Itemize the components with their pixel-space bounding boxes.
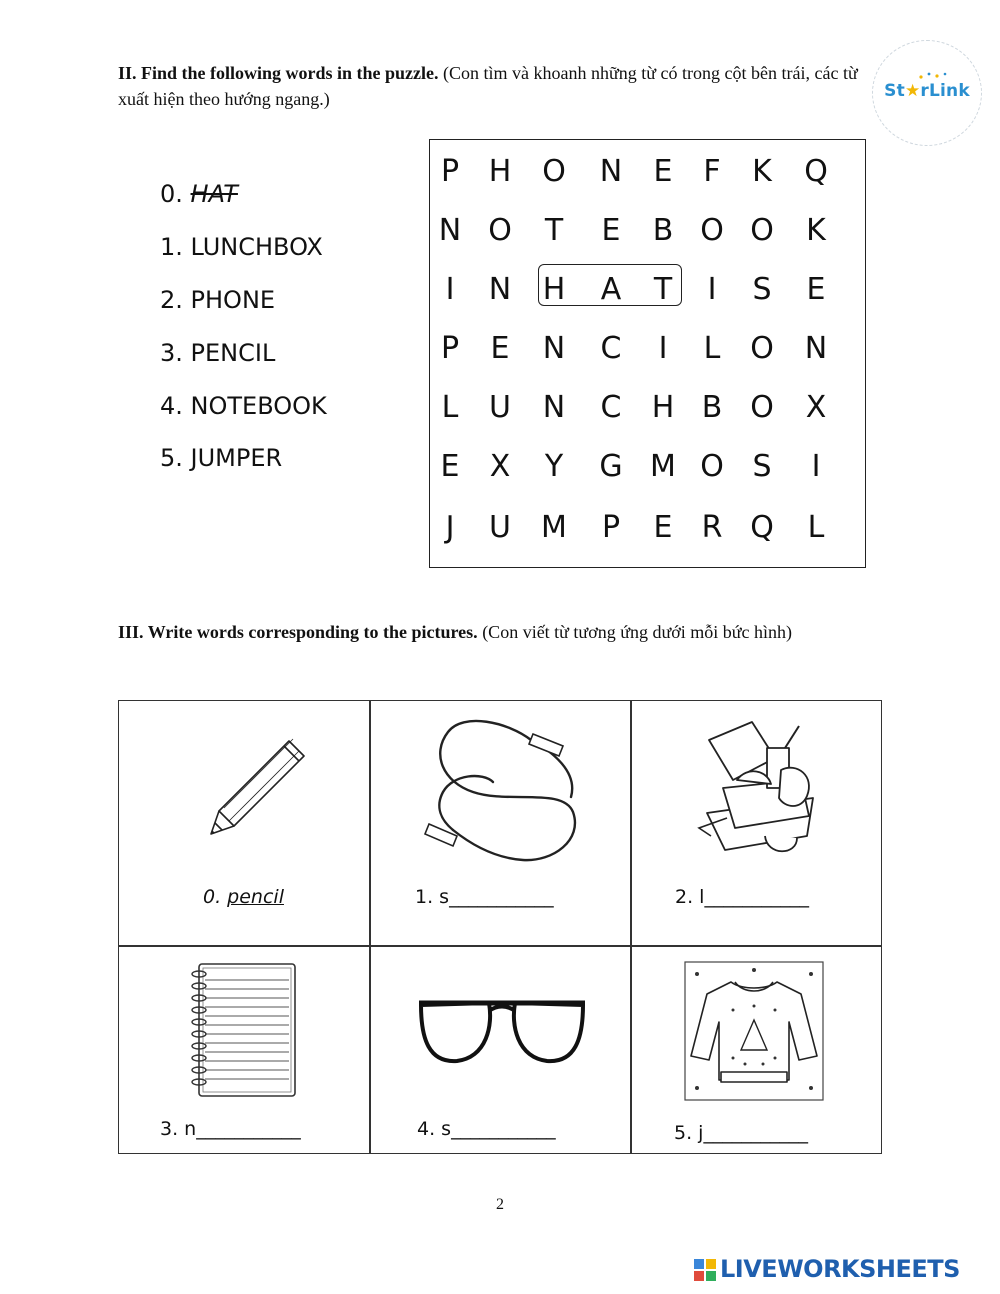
puzzle-letter[interactable]: T	[653, 272, 673, 307]
puzzle-letter[interactable]: M	[541, 510, 567, 545]
puzzle-letter[interactable]: S	[752, 449, 772, 484]
liveworksheets-logo	[690, 1255, 990, 1285]
puzzle-letter[interactable]: H	[651, 390, 675, 425]
answer-blank-2[interactable]: 2. l___________	[675, 886, 809, 908]
puzzle-letter[interactable]: I	[445, 272, 455, 307]
section-3-heading	[118, 615, 888, 649]
puzzle-letter[interactable]: L	[441, 390, 459, 425]
jumper-icon	[683, 960, 825, 1102]
word-list-item-example: 0. HAT	[160, 180, 238, 208]
puzzle-letter[interactable]: A	[600, 272, 622, 307]
puzzle-letter[interactable]: B	[652, 213, 674, 248]
answer-blank-3[interactable]: 3. n___________	[160, 1118, 301, 1140]
notebook-icon	[185, 960, 300, 1102]
puzzle-letter[interactable]: U	[489, 390, 511, 425]
puzzle-letter[interactable]: U	[489, 510, 511, 545]
puzzle-letter[interactable]: E	[806, 272, 826, 307]
puzzle-letter[interactable]: L	[703, 331, 721, 366]
puzzle-letter[interactable]: O	[542, 154, 566, 189]
puzzle-letter[interactable]: K	[752, 154, 772, 189]
puzzle-letter[interactable]: K	[806, 213, 826, 248]
liveworksheets-wordmark: LIVEWORKSHEETS	[720, 1255, 960, 1283]
puzzle-letter[interactable]: H	[542, 272, 566, 307]
puzzle-letter[interactable]: X	[805, 390, 827, 425]
puzzle-letter[interactable]: J	[445, 510, 455, 545]
puzzle-letter[interactable]: O	[700, 213, 724, 248]
section-3-instructions: (Con viết từ tương ứng dưới mỗi bức hình)	[482, 622, 792, 642]
puzzle-letter[interactable]: S	[752, 272, 772, 307]
section-2-instructions: (Con tìm và khoanh những từ có trong cột bên trái, các từ xuất hiện theo hướng ngang.)	[118, 63, 858, 109]
puzzle-letter[interactable]: N	[599, 154, 623, 189]
puzzle-letter[interactable]: E	[653, 510, 673, 545]
puzzle-letter[interactable]: E	[490, 331, 510, 366]
example-answer: pencil	[227, 886, 284, 908]
answer-blank-5[interactable]: 5. j___________	[674, 1122, 808, 1144]
circled-word-hat	[538, 264, 682, 306]
puzzle-letter[interactable]: I	[658, 331, 668, 366]
puzzle-letter[interactable]: C	[600, 390, 622, 425]
table-divider	[630, 700, 632, 1154]
puzzle-letter[interactable]: I	[707, 272, 717, 307]
section-2-heading	[118, 60, 863, 112]
puzzle-letter[interactable]: O	[750, 390, 774, 425]
puzzle-letter[interactable]: Q	[750, 510, 774, 545]
page-number: 2	[496, 1196, 504, 1213]
word-list-item: 4. NOTEBOOK	[160, 392, 327, 420]
answer-blank-4[interactable]: 4. s___________	[417, 1118, 556, 1140]
puzzle-letter[interactable]: M	[650, 449, 676, 484]
puzzle-letter[interactable]: O	[750, 213, 774, 248]
puzzle-letter[interactable]: L	[807, 510, 825, 545]
puzzle-letter[interactable]: P	[440, 154, 460, 189]
liveworksheets-blocks-icon	[694, 1259, 716, 1281]
logo-stars-icon	[915, 71, 955, 81]
puzzle-letter[interactable]: G	[599, 449, 623, 484]
puzzle-letter[interactable]: E	[440, 449, 460, 484]
puzzle-letter[interactable]: B	[701, 390, 723, 425]
puzzle-letter[interactable]: F	[703, 154, 721, 189]
puzzle-letter[interactable]: N	[488, 272, 512, 307]
puzzle-letter[interactable]: O	[700, 449, 724, 484]
section-2-title: II. Find the following words in the puzzle.	[118, 63, 439, 83]
logo-wordmark: St★rLink	[884, 81, 970, 101]
puzzle-letter[interactable]: E	[653, 154, 673, 189]
jump-rope-icon	[413, 712, 593, 882]
answer-blank-1[interactable]: 1. s___________	[415, 886, 554, 908]
puzzle-letter[interactable]: H	[488, 154, 512, 189]
caption-0: 0. pencil	[203, 886, 284, 908]
puzzle-letter[interactable]: O	[750, 331, 774, 366]
puzzle-letter[interactable]: R	[701, 510, 723, 545]
lunchbox-icon	[697, 718, 827, 863]
puzzle-letter[interactable]: I	[811, 449, 821, 484]
puzzle-letter[interactable]: Q	[804, 154, 828, 189]
puzzle-letter[interactable]: Y	[544, 449, 564, 484]
table-divider	[369, 700, 371, 1154]
puzzle-letter[interactable]: N	[438, 213, 462, 248]
puzzle-letter[interactable]: N	[542, 390, 566, 425]
starlink-logo	[872, 40, 982, 146]
word-list-item: 5. JUMPER	[160, 444, 283, 472]
crossed-out-word: HAT	[190, 180, 238, 208]
word-list-item: 1. LUNCHBOX	[160, 233, 323, 261]
puzzle-letter[interactable]: X	[489, 449, 511, 484]
puzzle-letter[interactable]: E	[601, 213, 621, 248]
section-3-title: III. Write words corresponding to the pictures.	[118, 622, 478, 642]
puzzle-letter[interactable]: P	[601, 510, 621, 545]
word-list-item: 2. PHONE	[160, 286, 276, 314]
puzzle-letter[interactable]: N	[804, 331, 828, 366]
puzzle-letter[interactable]: C	[600, 331, 622, 366]
sunglasses-icon	[415, 995, 590, 1070]
table-divider	[118, 945, 882, 947]
puzzle-letter[interactable]: T	[544, 213, 564, 248]
pencil-icon	[205, 735, 310, 840]
word-list-item: 3. PENCIL	[160, 339, 276, 367]
puzzle-letter[interactable]: N	[542, 331, 566, 366]
puzzle-letter[interactable]: O	[488, 213, 512, 248]
puzzle-letter[interactable]: P	[440, 331, 460, 366]
